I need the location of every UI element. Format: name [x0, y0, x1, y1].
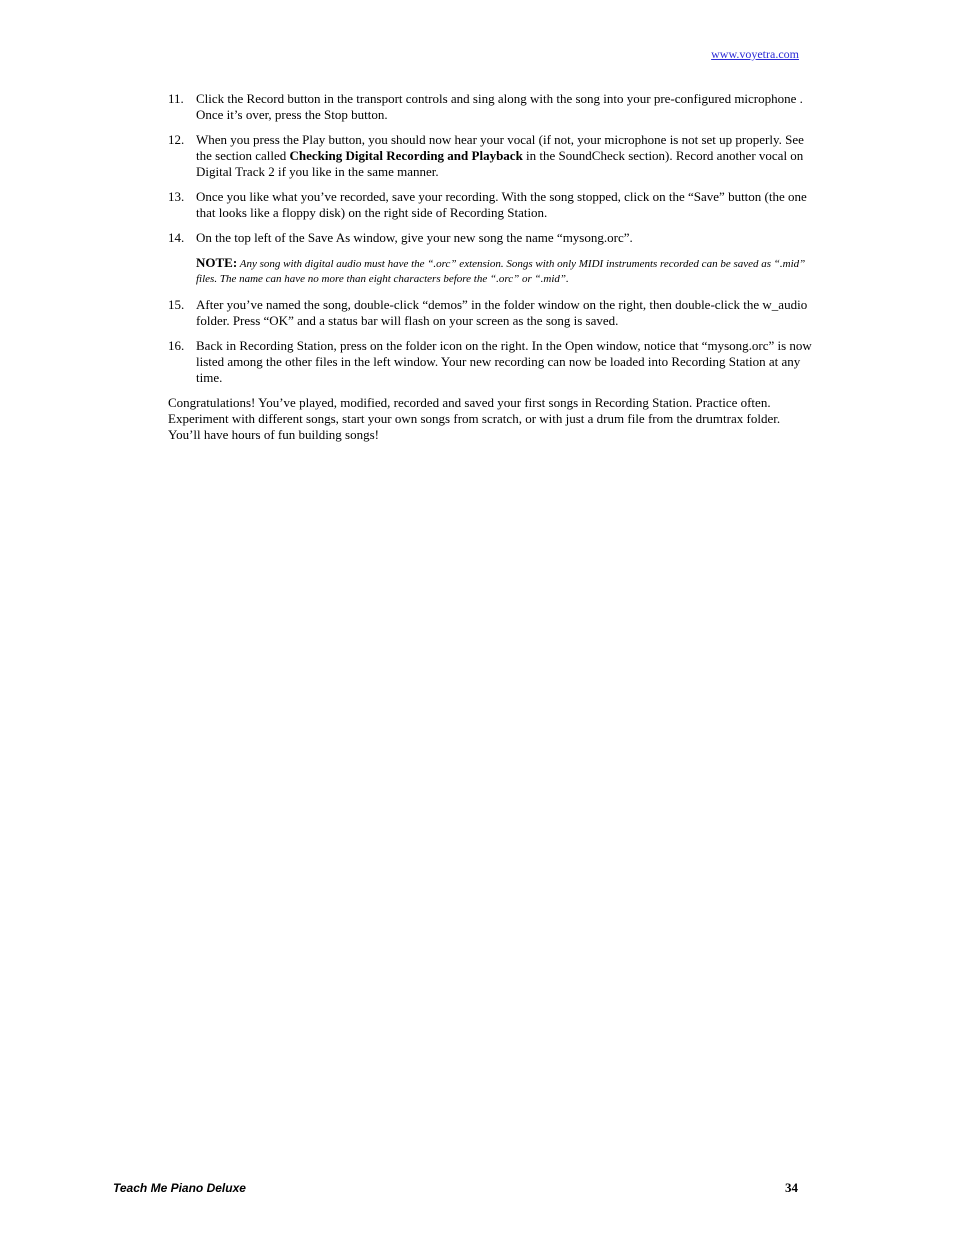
step-text-part: When you press the Play button, you should now hear your vocal (if not, your microphone is not set up properly. See the section called — [196, 132, 804, 163]
step-text: Back in Recording Station, press on the folder icon on the right. In the Open window, notice that “mysong.orc” is now listed among the other files in the left window. Your new recording can now be loaded into Recording Station at any time. — [196, 338, 812, 385]
step-13 — [168, 189, 814, 221]
step-number: 16. — [168, 338, 185, 353]
step-number: 12. — [168, 132, 185, 147]
note-label: NOTE: — [196, 255, 238, 270]
step-11 — [168, 91, 814, 123]
website-link[interactable]: www.voyetra.com — [711, 47, 799, 61]
note-block — [196, 255, 814, 287]
note-text: Any song with digital audio must have the “.orc” extension. Songs with only MIDI instruments recorded can be saved as “.mid” files. The name can have no more than eight characters before the “.orc” or “.mid”. — [196, 258, 806, 285]
step-text: On the top left of the Save As window, give your new song the name “mysong.orc”. — [196, 230, 633, 245]
step-text: Once you like what you’ve recorded, save your recording. With the song stopped, click on the “Save” button (the one that looks like a floppy disk) on the right side of Recording Station. — [196, 189, 807, 220]
step-number: 15. — [168, 297, 185, 312]
page-number: 34 — [785, 1180, 798, 1195]
step-number: 11. — [168, 91, 184, 106]
section-reference: Checking Digital Recording and Playback — [289, 148, 523, 163]
step-text: After you’ve named the song, double-click “demos” in the folder window on the right, then double-click the w_audio folder. Press “OK” and a status bar will flash on your screen as the song is saved. — [196, 297, 808, 328]
step-16 — [168, 338, 814, 386]
step-text-part: in the SoundCheck section). Record another vocal on Digital Track 2 if you like in the same manner. — [196, 148, 804, 179]
step-number: 14. — [168, 230, 185, 245]
closing-paragraph: Congratulations! You’ve played, modified, recorded and saved your first songs in Recording Station. Practice often. Experiment with different songs, start your own songs from scratch, or with just a drum file from the drumtrax folder. You’ll have hours of fun building songs! — [168, 395, 781, 442]
step-14 — [168, 230, 814, 246]
step-text: Click the Record button in the transport controls and sing along with the song into your pre-configured microphone . Once it’s over, press the Stop button. — [196, 91, 803, 122]
page-content — [168, 91, 814, 456]
step-text — [196, 132, 814, 180]
footer-title: Teach Me Piano Deluxe — [113, 1181, 246, 1195]
step-number: 13. — [168, 189, 185, 204]
step-12 — [168, 132, 814, 180]
step-15 — [168, 297, 814, 329]
